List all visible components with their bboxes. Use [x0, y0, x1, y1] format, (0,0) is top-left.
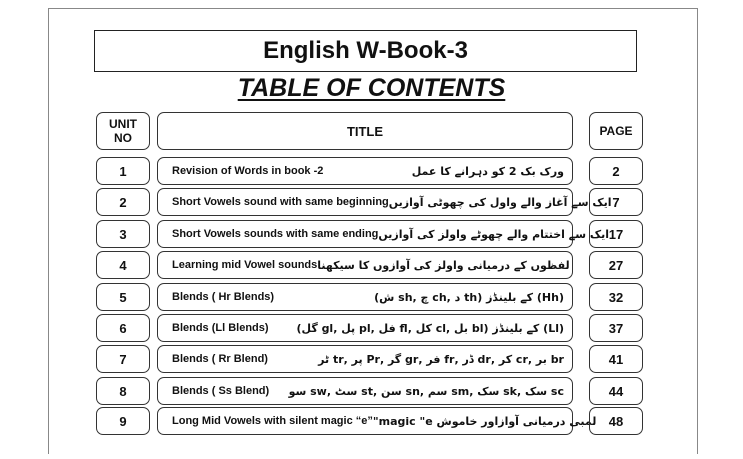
- urdu-title: sc سک ,sk سک ,sm سم ,sn سن ,st سٹ ,sw سو: [288, 384, 564, 398]
- unit-number: 2: [96, 188, 150, 216]
- toc-entry-title: [157, 314, 573, 342]
- toc-entry-title: [157, 188, 612, 216]
- toc-entry-title: [157, 345, 573, 373]
- header-unit-line2: NO: [114, 131, 132, 145]
- english-title: Blends ( Hr Blends): [172, 291, 275, 303]
- urdu-title: لفظوں کے درمیانی واولز کی آوازوں کا سیکھنا: [317, 258, 570, 272]
- toc-entry-title: [157, 157, 573, 185]
- english-title: Revision of Words in book -2: [172, 165, 324, 177]
- urdu-title: ورک بک 2 کو دہرانے کا عمل: [411, 164, 564, 178]
- unit-number: 5: [96, 283, 150, 311]
- page-number: 27: [589, 251, 643, 279]
- unit-number: 8: [96, 377, 150, 405]
- page-number: 48: [589, 407, 643, 435]
- unit-number: 6: [96, 314, 150, 342]
- english-title: Blends ( Rr Blend): [172, 353, 268, 365]
- unit-number: 4: [96, 251, 150, 279]
- toc-entry-title: [157, 377, 573, 405]
- page-number: 37: [589, 314, 643, 342]
- urdu-title: (Hh) کے بلینڈز (th د ,ch چ ,sh ش): [374, 290, 564, 304]
- page-number: 7: [589, 188, 643, 216]
- page-number: 2: [589, 157, 643, 185]
- english-title: Blends ( Ss Blend): [172, 385, 270, 397]
- english-title: Blends (Ll Blends): [172, 322, 269, 334]
- header-unit-no: [96, 112, 150, 150]
- header-page: PAGE: [589, 112, 643, 150]
- unit-number: 3: [96, 220, 150, 248]
- toc-entry-title: [157, 251, 573, 279]
- page-number: 17: [589, 220, 643, 248]
- urdu-title: ایک سے آغاز والے واول کی چھوٹی آوازیں: [388, 195, 612, 209]
- urdu-title: br بر ,cr کر ,dr ڈر ,fr فر ,gr گر ,Pr پر ,tr ٹر: [318, 352, 564, 366]
- toc-entry-title: [157, 407, 597, 435]
- urdu-title: (Ll) کے بلینڈز (bl بل ,cl کل ,fl فل ,pl پل ,gl گل): [296, 321, 564, 335]
- english-title: Long Mid Vowels with silent magic “e”: [172, 415, 373, 427]
- unit-number: 7: [96, 345, 150, 373]
- english-title: Short Vowels sound with same beginning: [172, 196, 389, 208]
- toc-entry-title: [157, 220, 610, 248]
- page-number: 44: [589, 377, 643, 405]
- urdu-title: لمبی درمیانی آوازاور خاموش magic "e": [372, 414, 597, 428]
- english-title: Learning mid Vowel sounds: [172, 259, 318, 271]
- book-title: English W-Book-3: [94, 30, 637, 72]
- urdu-title: ایک سے اختتام والے چھوٹے واولز کی آوازیں: [378, 227, 610, 241]
- page-number: 32: [589, 283, 643, 311]
- header-unit-line1: UNIT: [109, 117, 137, 131]
- page-number: 41: [589, 345, 643, 373]
- english-title: Short Vowels sounds with same ending: [172, 228, 379, 240]
- unit-number: 9: [96, 407, 150, 435]
- header-title: TITLE: [157, 112, 573, 150]
- toc-heading: TABLE OF CONTENTS: [237, 74, 506, 102]
- unit-number: 1: [96, 157, 150, 185]
- toc-entry-title: [157, 283, 573, 311]
